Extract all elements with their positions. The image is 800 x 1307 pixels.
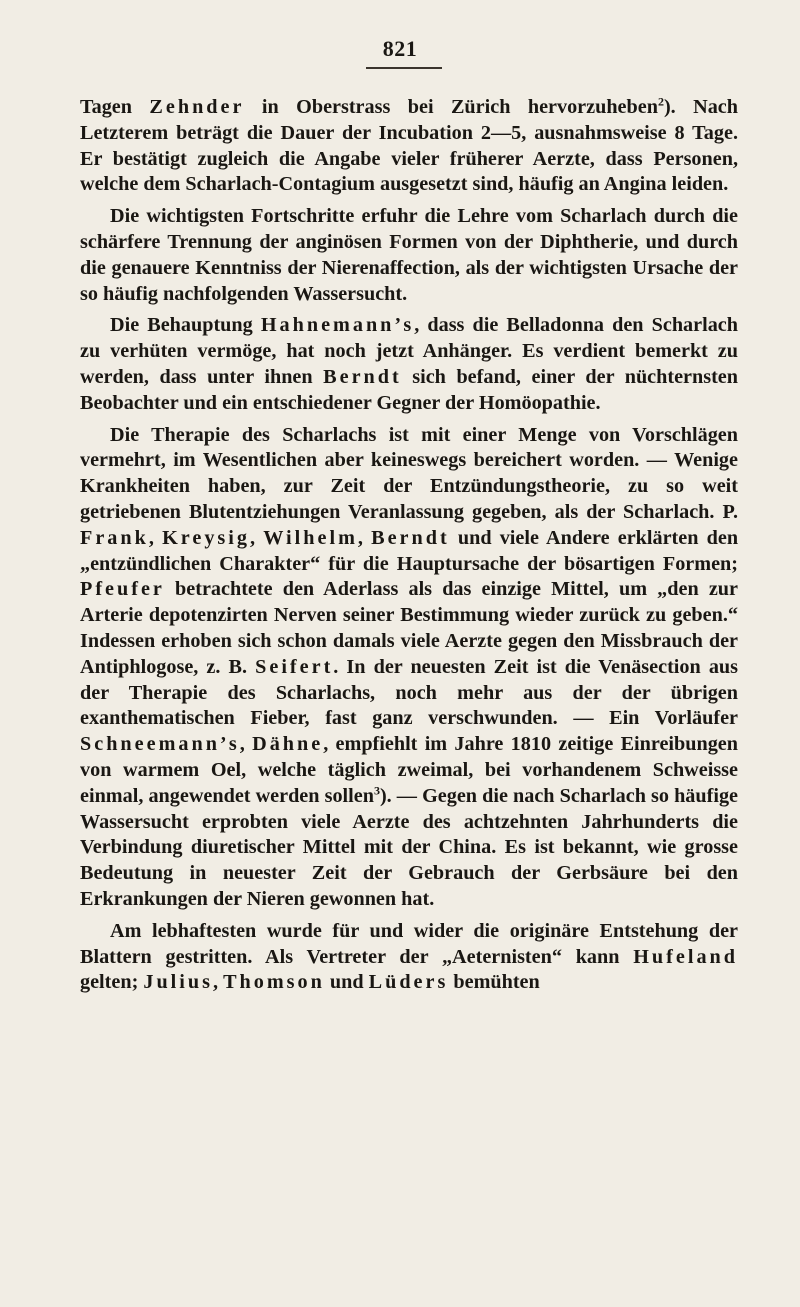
spaced-name: Thomson [223, 971, 325, 994]
spaced-name: Hufeland [633, 945, 738, 968]
spaced-name: Seifert [255, 655, 334, 678]
spaced-name: Kreysig [162, 526, 250, 549]
spaced-name: Berndt [371, 526, 450, 549]
text-run: und viele Andere erklärten den „entzündlichen Charakter“ für die Hauptursache der bösartigen Formen; [80, 526, 739, 575]
text-run: betrachtete den Aderlass als das einzige Mittel, um „den zur Arterie depotenzirten Nerven seiner Bestimmung wieder zurück zu geben.“ Indessen erhoben sich schon damals viele Aerzte gegen den Missbrauch der Antiphlogose, z. B. [80, 578, 738, 678]
spaced-name: Schneemann’s [80, 733, 240, 756]
spaced-name: Wilhelm [263, 526, 358, 549]
text-run: gelten; [80, 971, 144, 994]
text-run: , [212, 971, 224, 994]
spaced-name: Pfeufer [80, 578, 165, 601]
text-run: Die Behauptung [110, 314, 261, 337]
text-run: und [324, 971, 369, 994]
text-run: in Oberstrass bei Zürich hervorzuheben [244, 96, 658, 118]
text-run: , dass die Belladonna den Scharlach zu verhüten vermöge, hat noch jetzt Anhänger. Es verdient bemerkt zu werden, dass unter ihnen [80, 314, 738, 388]
paragraph-2 [80, 204, 738, 307]
spaced-name: Lüders [368, 971, 449, 994]
text-run: ). — Gegen die nach Scharlach so häufige Wassersucht erprobten viele Aerzte des achtzehnten Jahrhunderts die Verbindung diuretischer Mittel mit der China. Es ist bekannt, wie grosse Bedeutung in neuester Zeit der Gebrauch der Gerbsäure bei den Erkrankungen der Nieren gewonnen hat. [80, 784, 739, 910]
page-number-underline [366, 67, 442, 69]
text-run: , [357, 526, 372, 549]
spaced-name: Zehnder [149, 96, 245, 118]
text-run: , empfiehlt im Jahre 1810 zeitige Einreibungen von warmem Oel, welche täglich zweimal, bei vorhandenem Schweisse einmal, angewendet werden sollen [80, 733, 738, 807]
page-number: 821 [382, 36, 418, 61]
footnote-ref: 3 [373, 782, 380, 797]
text-run: Die Therapie des Scharlachs ist mit einer Menge von Vorschlägen vermehrt, im Wesentlichen aber keineswegs bereichert worden. — Wenige Krankheiten haben, zur Zeit der Entzündungstheorie, zu so weit getriebenen Blutentziehungen Veranlassung gegeben, als der Scharlach. P. [80, 423, 738, 523]
footnote-ref: 2 [657, 94, 664, 109]
body-text [80, 95, 738, 1002]
text-run: , [239, 733, 253, 756]
spaced-name: Frank [80, 526, 149, 549]
paragraph-3 [80, 313, 738, 416]
text-run: , [148, 526, 163, 549]
paragraph-5 [80, 919, 738, 996]
paragraph-1 [80, 95, 738, 198]
spaced-name: Dähne [252, 733, 324, 756]
text-run: , [250, 526, 264, 549]
text-run: sich befand, einer der nüchternsten Beobachter und ein entschiedener Gegner der Homöopathie. [80, 365, 738, 414]
spaced-name: Julius [143, 971, 213, 994]
text-run: Am lebhaftesten wurde für und wider die originäre Entstehung der Blattern gestritten. Als Vertreter der „Aeternisten“ kann [80, 919, 738, 968]
text-run: . In der neuesten Zeit ist die Venäsection aus der Therapie des Scharlachs, noch mehr aus der der übrigen exanthematischen Fieber, fast ganz verschwunden. — Ein Vorläufer [80, 655, 738, 730]
text-run: bemühten [448, 971, 540, 994]
text-run: Tagen [80, 96, 150, 118]
text-run: Die wichtigsten Fortschritte erfuhr die Lehre vom Scharlach durch die schärfere Trennung der anginösen Formen von der Diphtherie, und durch die genauere Kenntniss der Nierenaffection, als der wichtigsten Ursache der so häufig nachfolgenden Wassersucht. [80, 205, 738, 305]
spaced-name: Hahnemann’s [260, 314, 415, 337]
spaced-name: Berndt [323, 365, 402, 388]
text-run: ). Nach Letzterem beträgt die Dauer der Incubation 2—5, ausnahmsweise 8 Tage. Er bestätigt zugleich die Angabe vieler früherer Aerzte, dass Personen, welche dem Scharlach-Contagium ausgesetzt sind, häufig an Angina leiden. [80, 96, 738, 196]
paragraph-4 [80, 423, 738, 913]
